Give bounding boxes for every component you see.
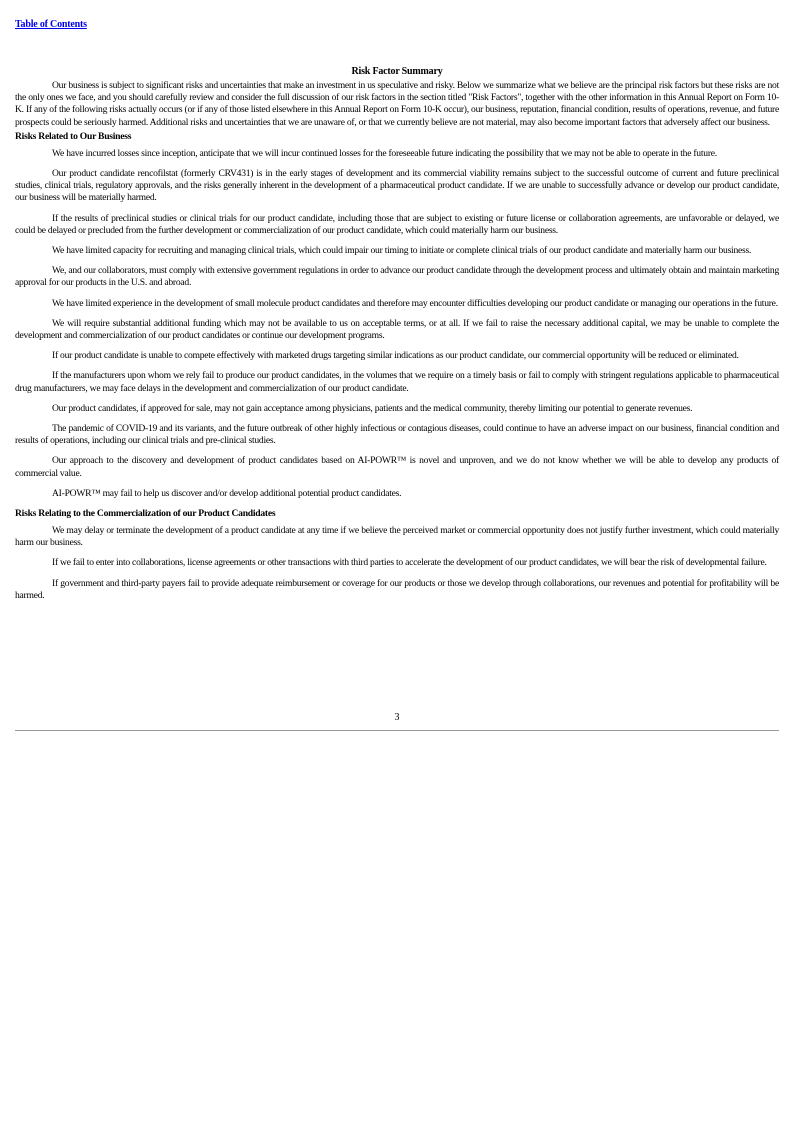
table-of-contents-link[interactable]: Table of Contents — [15, 19, 87, 30]
risk-item: We have incurred losses since inception, anticipate that we will incur continued losses for the foreseeable future indicating the possibility that we may not be able to operate in the future. — [52, 147, 717, 159]
risk-item: We have limited experience in the development of small molecule product candidates and therefore may encounter difficulties developing our product candidate or managing our operations in the future. — [52, 297, 778, 309]
risk-item: We have limited capacity for recruiting and managing clinical trials, which could impair our timing to initiate or complete clinical trials of our product candidate and materially harm our business. — [52, 245, 752, 257]
risk-item: If the manufacturers upon whom we rely fail to produce our product candidates, in the volumes that we require on a timely basis or fail to comply with stringent regulations applicable to pharmaceutical drug manufacturers, we may face delays in the development and commercialization of our product candidate. — [15, 370, 779, 394]
risk-item: Our product candidate rencofilstat (formerly CRV431) is in the early stages of development and its commercial viability remains subject to the successful outcome of current and future preclinical studies, clinical trials, regulatory approvals, and the risks generally inherent in the development of a pharmaceutical product candidate. If we are unable to successfully advance or develop our product candidate, our business will be materially harmed. — [15, 168, 779, 204]
document-content — [15, 66, 779, 610]
risk-item: We may delay or terminate the development of a product candidate at any time if we believe the perceived market or commercial opportunity does not justify further investment, which could materially harm our business. — [15, 525, 779, 549]
page-number: 3 — [394, 712, 400, 723]
risk-item: Our product candidates, if approved for sale, may not gain acceptance among physicians, patients and the medical community, thereby limiting our potential to generate revenues. — [52, 402, 693, 414]
risk-item: If we fail to enter into collaborations, license agreements or other transactions with third parties to accelerate the development of our product candidates, we will bear the risk of developmental failure. — [52, 557, 767, 569]
page-title: Risk Factor Summary — [351, 66, 443, 77]
section-heading-business: Risks Related to Our Business — [15, 130, 132, 142]
risk-item: We will require substantial additional funding which may not be available to us on acceptable terms, or at all. If we fail to raise the necessary additional capital, we may be unable to complete the development and commercialization of our product candidates or continue our development programs. — [15, 317, 779, 342]
risk-item: Our approach to the discovery and development of product candidates based on AI-POWR™ is novel and unproven, and we do not know whether we will be able to develop any products of commercial value. — [15, 455, 779, 479]
intro-paragraph: Our business is subject to significant risks and uncertainties that make an investment in us speculative and risky. Below we summarize what we believe are the principal risk factors but these risks are not the only ones we face, and you should carefully review and consider the full discussion of our risk factors in the section titled "Risk Factors", together with the other information in this Annual Report on Form 10-K. If any of the following risks actually occurs (or if any of those listed elsewhere in this Annual Report on Form 10-K occur), our business, reputation, financial condition, results of operations, revenue, and future prospects could be seriously harmed. Additional risks and uncertainties that we are unaware of, or that we currently believe are not material, may also become important factors that adversely affect our business. — [15, 80, 779, 128]
risk-item: We, and our collaborators, must comply with extensive government regulations in order to advance our product candidate through the development process and ultimately obtain and maintain marketing approval for our products in the U.S. and abroad. — [15, 265, 779, 289]
risk-item: The pandemic of COVID-19 and its variants, and the future outbreak of other highly infectious or contagious diseases, could continue to have an adverse impact on our business, financial condition and results of operations, including our clinical trials and pre-clinical studies. — [15, 423, 779, 447]
risk-item: AI-POWR™ may fail to help us discover and/or develop additional potential product candidates. — [52, 487, 402, 499]
risk-item: If our product candidate is unable to compete effectively with marketed drugs targeting similar indications as our product candidate, our commercial opportunity will be reduced or eliminated. — [52, 350, 739, 362]
risk-item: If the results of preclinical studies or clinical trials for our product candidate, including those that are subject to existing or future license or collaboration agreements, are unfavorable or delayed, we could be delayed or precluded from the further development or commercialization of our product candidate, which could materially harm our business. — [15, 212, 779, 236]
section-heading-commercialization: Risks Relating to the Commercialization of our Product Candidates — [15, 508, 276, 520]
risk-item: If government and third-party payers fail to provide adequate reimbursement or coverage for our products or those we develop through collaborations, our revenues and potential for profitability will be harmed. — [15, 577, 779, 601]
page-divider — [15, 730, 779, 731]
